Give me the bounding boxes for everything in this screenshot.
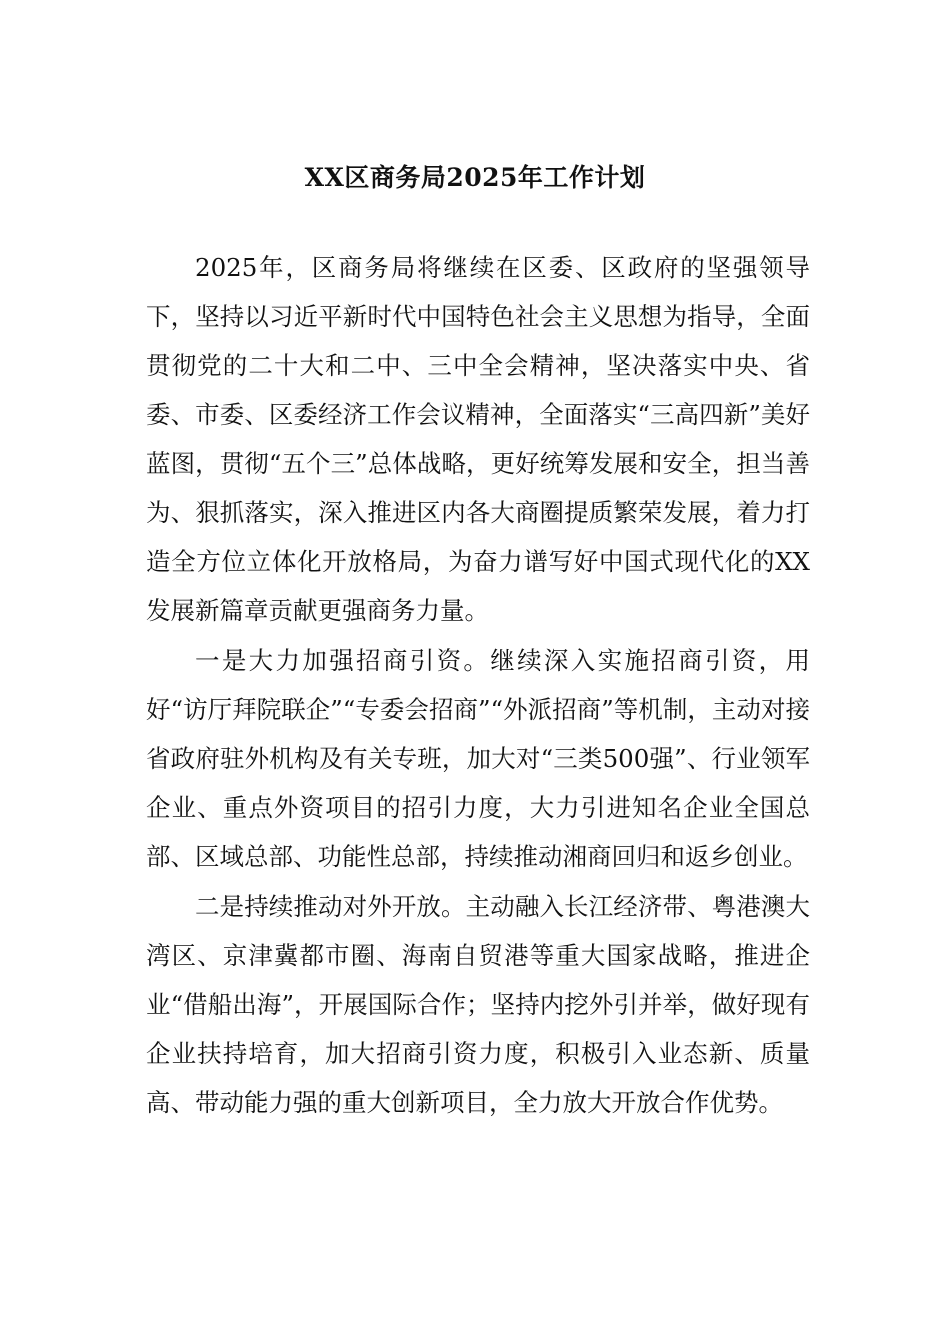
paragraph-intro: 2025年，区商务局将继续在区委、区政府的坚强领导下，坚持以习近平新时代中国特色社会主义思想为指导，全面贯彻党的二十大和二中、三中全会精神，坚决落实中央、省委、市委、区委经济工作会议精神，全面落实“三高四新”美好蓝图，贯彻“五个三”总体战略，更好统筹发展和安全，担当善为、狠抓落实，深入推进区内各大商圈提质繁荣发展，着力打造全方位立体化开放格局，为奋力谱写好中国式现代化的XX发展新篇章贡献更强商务力量。 <box>146 253 810 625</box>
document-body <box>146 243 810 1127</box>
paragraph-opening-up: 二是持续推动对外开放。主动融入长江经济带、粤港澳大湾区、京津冀都市圈、海南自贸港等重大国家战略，推进企业“借船出海”，开展国际合作；坚持内挖外引并举，做好现有企业扶持培育，加大招商引资力度，积极引入业态新、质量高、带动能力强的重大创新项目，全力放大开放合作优势。 <box>146 892 810 1117</box>
paragraph-investment-promotion: 一是大力加强招商引资。继续深入实施招商引资，用好“访厅拜院联企”“专委会招商”“外派招商”等机制，主动对接省政府驻外机构及有关专班，加大对“三类500强”、行业领军企业、重点外资项目的招引力度，大力引进知名企业全国总部、区域总部、功能性总部，持续推动湘商回归和返乡创业。 <box>146 646 810 871</box>
document-title: XX区商务局2025年工作计划 <box>304 163 646 192</box>
